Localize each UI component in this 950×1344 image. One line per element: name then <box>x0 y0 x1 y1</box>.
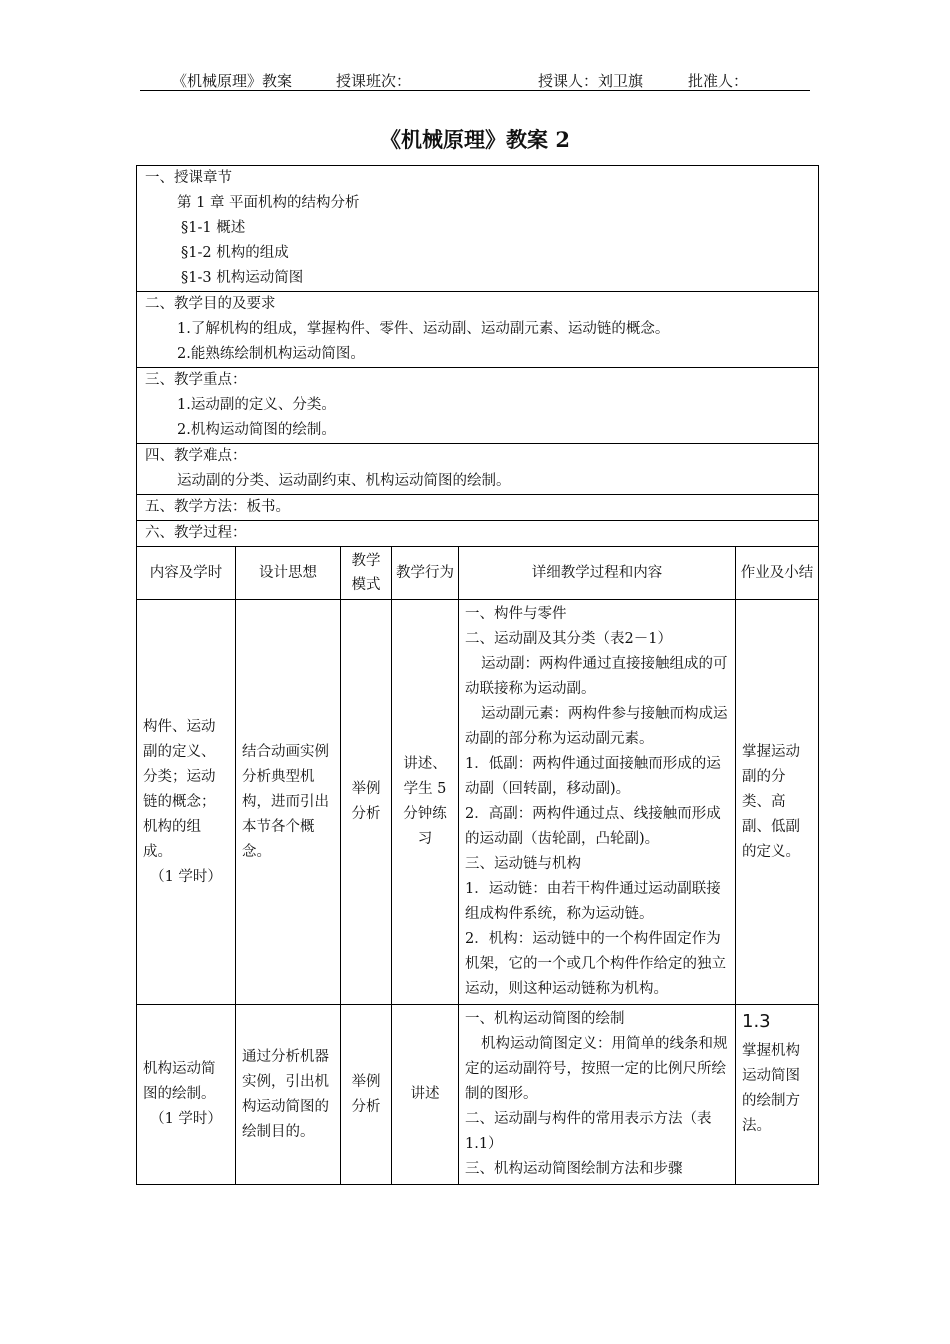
section-key-points <box>137 368 819 444</box>
page-header <box>140 66 810 91</box>
column-header: 教学模式 <box>341 547 392 600</box>
action-cell: 讲述、学生 5 分钟练习 <box>392 600 459 1005</box>
difficulty-line: 运动副的分类、运动副约束、机构运动简图的绘制。 <box>177 473 511 489</box>
column-header: 设计思想 <box>236 547 341 600</box>
section-title: 五、教学方法：板书。 <box>145 499 290 515</box>
section-title: 三、教学重点： <box>145 372 247 388</box>
action-cell: 讲述 <box>392 1005 459 1185</box>
hours-cell: （1 学时） <box>150 868 222 885</box>
column-header: 教学行为 <box>392 547 459 600</box>
mode-cell: 举例分析 <box>341 1005 392 1185</box>
detail-line: 二、运动副及其分类（表2－1） <box>465 631 672 647</box>
column-header: 详细教学过程和内容 <box>459 547 736 600</box>
detail-line: 机构运动简图定义：用简单的线条和规定的运动副符号，按照一定的比例尺所绘制的图形。 <box>465 1036 728 1102</box>
detail-line: 1．低副：两构件通过面接触而形成的运动副（回转副，移动副)。 <box>465 756 721 797</box>
detail-line: 2．高副：两构件通过点、线接触而形成的运动副（齿轮副，凸轮副)。 <box>465 806 721 847</box>
design-cell: 结合动画实例分析典型机构，进而引出本节各个概念。 <box>236 600 341 1005</box>
section-title: 二、教学目的及要求 <box>145 296 276 312</box>
page-title: 《机械原理》教案 2 <box>380 127 570 152</box>
detail-line: 运动副：两构件通过直接接触组成的可动联接称为运动副。 <box>465 656 728 697</box>
homework-cell: 掌握机构运动简图的绘制方法。 <box>742 1043 800 1134</box>
section-title: 四、教学难点： <box>145 448 247 464</box>
chapter-line: §1-2 机构的组成 <box>181 245 289 261</box>
homework-cell: 掌握运动副的分类、高副、低副的定义。 <box>736 600 819 1005</box>
header-approver: 批准人： <box>688 72 749 90</box>
header-class-label: 授课班次： <box>336 72 412 90</box>
key-point-line: 1.运动副的定义、分类。 <box>177 397 336 413</box>
header-teacher: 授课人：刘卫旗 <box>538 72 644 90</box>
header-doc-name: 《机械原理》教案 <box>172 72 293 90</box>
content-cell: 构件、运动副的定义、分类；运动链的概念；机构的组成。 <box>143 718 216 860</box>
table-row <box>137 1005 819 1185</box>
detail-line: 三、机构运动简图绘制方法和步骤 <box>465 1161 683 1177</box>
section-difficulties <box>137 444 819 495</box>
section-chapter <box>137 166 819 292</box>
detail-line: 二、运动副与构件的常用表示方法（表1.1） <box>465 1111 712 1152</box>
chapter-line: 第 1 章 平面机构的结构分析 <box>177 195 360 211</box>
detail-line: 一、构件与零件 <box>465 606 567 622</box>
mode-cell: 举例分析 <box>341 600 392 1005</box>
section-title: 一、授课章节 <box>145 170 232 186</box>
column-header: 作业及小结 <box>736 547 819 600</box>
detail-line: 运动副元素：两构件参与接触而构成运动副的部分称为运动副元素。 <box>465 706 728 747</box>
hours-cell: （1 学时） <box>150 1111 222 1127</box>
key-point-line: 2.机构运动简图的绘制。 <box>177 422 336 438</box>
section-method <box>137 495 819 521</box>
design-cell: 通过分析机器实例，引出机构运动简图的绘制目的。 <box>236 1005 341 1185</box>
table-row <box>137 600 819 1005</box>
detail-line: 1．运动链：由若干构件通过运动副联接组成构件系统，称为运动链。 <box>465 881 721 922</box>
objective-line: 1.了解机构的组成，掌握构件、零件、运动副、运动副元素、运动链的概念。 <box>177 321 670 337</box>
chapter-line: §1-1 概述 <box>181 220 246 236</box>
lesson-plan-table <box>136 165 819 1185</box>
detail-line: 一、机构运动简图的绘制 <box>465 1011 625 1027</box>
homework-number: 1.3 <box>742 1011 771 1032</box>
chapter-line: §1-3 机构运动简图 <box>181 270 304 286</box>
objective-line: 2.能熟练绘制机构运动简图。 <box>177 346 365 362</box>
section-process <box>137 521 819 547</box>
detail-line: 三、运动链与机构 <box>465 856 581 872</box>
section-objectives <box>137 292 819 368</box>
column-header-row <box>137 547 819 600</box>
section-title: 六、教学过程： <box>145 525 247 541</box>
content-cell: 机构运动简图的绘制。 <box>143 1061 216 1102</box>
column-header: 内容及学时 <box>137 547 236 600</box>
detail-line: 2．机构：运动链中的一个构件固定作为机架，它的一个或几个构件作给定的独立运动，则这种运动链称为机构。 <box>465 931 726 997</box>
